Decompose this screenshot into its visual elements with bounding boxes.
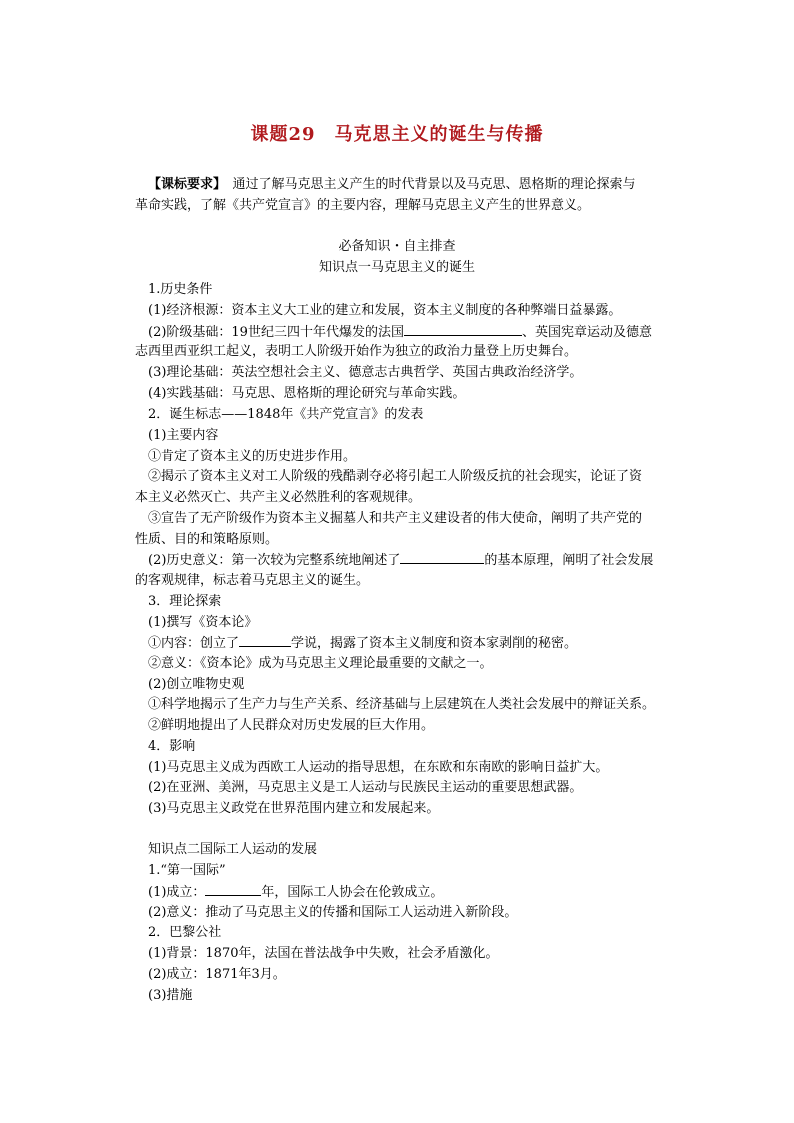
kp2-f1-post: 年，国际工人协会在伦敦成立。 bbox=[261, 885, 444, 900]
kp1-t1: (1)撰写《资本论》 bbox=[148, 615, 258, 630]
requirements-line-2: 革命实践，了解《共产党宣言》的主要内容，理解马克思主义产生的世界意义。 bbox=[135, 198, 591, 213]
kp1-t1a-pre: ①内容：创立了 bbox=[148, 636, 240, 651]
kp2-b1: (1)背景：1870年，法国在普法战争中失败，社会矛盾激化。 bbox=[148, 946, 499, 961]
kp1-h1: 1.历史条件 bbox=[148, 282, 213, 297]
kp2-f1-pre: (1)成立： bbox=[148, 885, 206, 900]
kp1-c3a: ③宣告了无产阶级作为资本主义掘墓人和共产主义建设者的伟大使命，阐明了共产党的 bbox=[148, 511, 643, 526]
kp1-p2b: 、英国宪章运动及德意 bbox=[521, 325, 652, 340]
section-heading: 必备知识・自主排查 bbox=[338, 239, 456, 254]
kp1-t2: (2)创立唯物史观 bbox=[148, 677, 245, 692]
fill-blank-2[interactable] bbox=[400, 550, 484, 564]
page-title: 课题29 马克思主义的诞生与传播 bbox=[250, 124, 544, 145]
kp1-h2: 2．诞生标志——1848年《共产党宣言》的发表 bbox=[148, 407, 424, 422]
kp1-heading: 知识点一马克思主义的诞生 bbox=[318, 260, 475, 275]
requirements-line-1 bbox=[148, 175, 688, 195]
kp1-h3: 3．理论探索 bbox=[148, 594, 222, 609]
kp1-s2b: 的基本原理，阐明了社会发展 bbox=[484, 553, 654, 568]
kp1-t2a: ①科学地揭示了生产力与生产关系、经济基础与上层建筑在人类社会发展中的辩证关系。 bbox=[148, 697, 656, 712]
kp1-c2a: ②揭示了资本主义对工人阶级的残酷剥夺必将引起工人阶级反抗的社会现实，论证了资 bbox=[148, 469, 643, 484]
kp1-i2: (2)在亚洲、美洲，马克思主义是工人运动与民族民主运动的重要思想武器。 bbox=[148, 780, 583, 795]
kp1-s1: (1)主要内容 bbox=[148, 428, 219, 443]
kp1-i3: (3)马克思主义政党在世界范围内建立和发展起来。 bbox=[148, 801, 440, 816]
kp2-h1: 1.“第一国际” bbox=[148, 863, 226, 878]
kp2-f2: (2)意义：推动了马克思主义的传播和国际工人运动进入新阶段。 bbox=[148, 905, 518, 920]
kp1-i1: (1)马克思主义成为西欧工人运动的指导思想，在东欧和东南欧的影响日益扩大。 bbox=[148, 760, 609, 775]
kp1-s2-line bbox=[148, 550, 688, 571]
kp1-p3: (3)理论基础：英法空想社会主义、德意志古典哲学、英国古典政治经济学。 bbox=[148, 365, 583, 380]
kp1-s2a: (2)历史意义：第一次较为完整系统地阐述了 bbox=[148, 553, 401, 568]
fill-blank-4[interactable] bbox=[205, 882, 261, 896]
fill-blank-1[interactable] bbox=[404, 322, 522, 336]
kp1-t1b: ②意义：《资本论》成为马克思主义理论最重要的文献之一。 bbox=[148, 656, 493, 671]
kp2-b3: (3)措施 bbox=[148, 988, 193, 1003]
kp1-t2b: ②鲜明地提出了人民群众对历史发展的巨大作用。 bbox=[148, 718, 435, 733]
kp1-p2a: (2)阶级基础：19世纪三四十年代爆发的法国 bbox=[148, 325, 404, 340]
kp1-c3b: 性质、目的和策略原则。 bbox=[135, 532, 279, 547]
kp2-f1-line bbox=[148, 882, 688, 903]
requirements-text-1: 通过了解马克思主义产生的时代背景以及马克思、恩格斯的理论探索与 bbox=[219, 177, 636, 192]
kp1-p2-line bbox=[148, 322, 688, 343]
fill-blank-3[interactable] bbox=[239, 633, 291, 647]
kp1-p1: (1)经济根源：资本主义大工业的建立和发展，资本主义制度的各种弊端日益暴露。 bbox=[148, 303, 622, 318]
kp1-s2c: 的客观规律，标志着马克思主义的诞生。 bbox=[135, 573, 370, 588]
kp2-heading: 知识点二国际工人运动的发展 bbox=[148, 842, 318, 857]
kp1-t1a-line bbox=[148, 633, 688, 654]
kp1-c1: ①肯定了资本主义的历史进步作用。 bbox=[148, 449, 357, 464]
kp2-b2: (2)成立：1871年3月。 bbox=[148, 967, 286, 982]
requirements-label: 【课标要求】 bbox=[148, 177, 220, 192]
kp1-h4: 4．影响 bbox=[148, 739, 196, 754]
kp1-c2b: 本主义必然灭亡、共产主义必然胜利的客观规律。 bbox=[135, 490, 422, 505]
kp1-t1a-post: 学说，揭露了资本主义制度和资本家剥削的秘密。 bbox=[291, 636, 578, 651]
kp1-p2c: 志西里西亚织工起义，表明工人阶级开始作为独立的政治力量登上历史舞台。 bbox=[135, 344, 578, 359]
kp2-h2: 2．巴黎公社 bbox=[148, 925, 222, 940]
kp1-p4: (4)实践基础：马克思、恩格斯的理论研究与革命实践。 bbox=[148, 386, 466, 401]
